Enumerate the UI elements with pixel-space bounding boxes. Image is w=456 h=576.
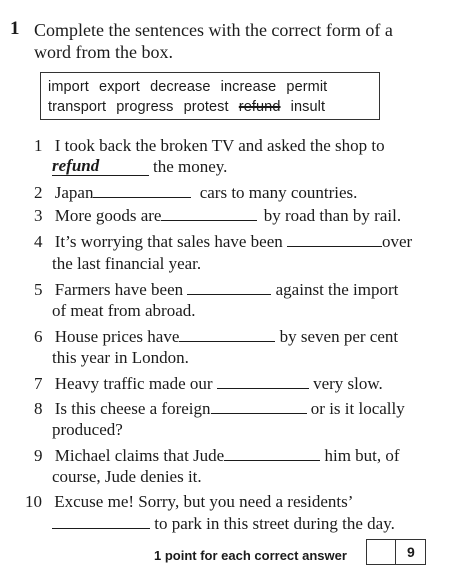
sentence-10 [25, 491, 353, 512]
item-number: 7 [34, 374, 43, 393]
sentence-1 [34, 135, 385, 156]
sentence-text: against the import [275, 280, 399, 299]
sentence-text: Excuse me! Sorry, but you need a residents’ [54, 492, 354, 511]
item-number: 6 [34, 327, 43, 346]
answer-blank[interactable] [52, 513, 150, 529]
sentence-text: More goods are [54, 206, 162, 225]
item-number: 8 [34, 399, 43, 418]
item-number: 3 [34, 206, 43, 225]
answer-blank[interactable] [211, 398, 307, 414]
sentence-8-line-2: produced? [52, 420, 123, 439]
word-export: export [99, 79, 140, 95]
sentence-text: to park in this street during the day. [154, 514, 395, 533]
exercise-number: 1 [10, 18, 20, 39]
word-decrease: decrease [150, 79, 211, 95]
answer-blank[interactable] [187, 279, 271, 295]
word-box-row-2 [48, 99, 331, 115]
example-answer: refund [52, 156, 100, 175]
sentence-text: cars to many countries. [199, 183, 358, 202]
sentence-2 [34, 182, 357, 203]
answer-blank[interactable] [287, 231, 382, 247]
exercise-instruction: Complete the sentences with the correct form of a word from the box. [34, 20, 393, 62]
item-number: 9 [34, 446, 43, 465]
sentence-7 [34, 373, 383, 394]
sentence-9-line-2: course, Jude denies it. [52, 467, 202, 486]
word-progress: progress [116, 99, 174, 115]
word-box-row-1 [48, 79, 333, 95]
sentence-text: Michael claims that Jude [54, 446, 225, 465]
sentence-5-line-2: of meat from abroad. [52, 301, 196, 320]
sentence-text: It’s worrying that sales have been [54, 232, 283, 251]
item-number: 5 [34, 280, 43, 299]
item-number: 4 [34, 232, 43, 251]
word-refund-struck: refund [238, 99, 281, 115]
answer-blank[interactable] [93, 182, 191, 198]
word-box [40, 72, 380, 120]
sentence-6-line-2: this year in London. [52, 348, 189, 367]
sentence-text: by road than by rail. [263, 206, 402, 225]
sentence-3 [34, 205, 401, 226]
answer-line [52, 175, 149, 176]
sentence-text: House prices have [54, 327, 180, 346]
sentence-1-end: the money. [153, 157, 228, 176]
sentence-10-line-2 [52, 513, 395, 534]
sentence-text: very slow. [313, 374, 383, 393]
sentence-8 [34, 398, 405, 419]
word-increase: increase [220, 79, 277, 95]
answer-blank[interactable] [217, 373, 309, 389]
sentence-text: by seven per cent [279, 327, 399, 346]
sentence-text: Is this cheese a foreign [54, 399, 211, 418]
word-permit: permit [286, 79, 328, 95]
word-transport: transport [48, 99, 107, 115]
word-protest: protest [183, 99, 229, 115]
answer-blank[interactable] [224, 445, 320, 461]
score-total: 9 [407, 544, 415, 560]
word-insult: insult [290, 99, 326, 115]
points-label: 1 point for each correct answer [154, 548, 347, 563]
sentence-text: over [382, 232, 413, 251]
word-import: import [48, 79, 89, 95]
answer-blank[interactable] [161, 205, 257, 221]
sentence-4-line-2: the last financial year. [52, 254, 202, 273]
answer-blank[interactable] [179, 326, 275, 342]
sentence-text: him but, of [324, 446, 400, 465]
item-number: 2 [34, 183, 43, 202]
sentence-text: Heavy traffic made our [54, 374, 213, 393]
sentence-4 [34, 231, 412, 252]
sentence-text: Farmers have been [54, 280, 184, 299]
sentence-text: I took back the broken TV and asked the shop to [54, 136, 385, 155]
score-divider [395, 540, 396, 564]
sentence-6 [34, 326, 398, 347]
sentence-9 [34, 445, 400, 466]
item-number: 1 [34, 136, 43, 155]
sentence-5 [34, 279, 398, 300]
score-box [366, 539, 426, 565]
item-number: 10 [25, 492, 42, 511]
sentence-text: Japan [54, 183, 94, 202]
sentence-text: or is it locally [310, 399, 405, 418]
